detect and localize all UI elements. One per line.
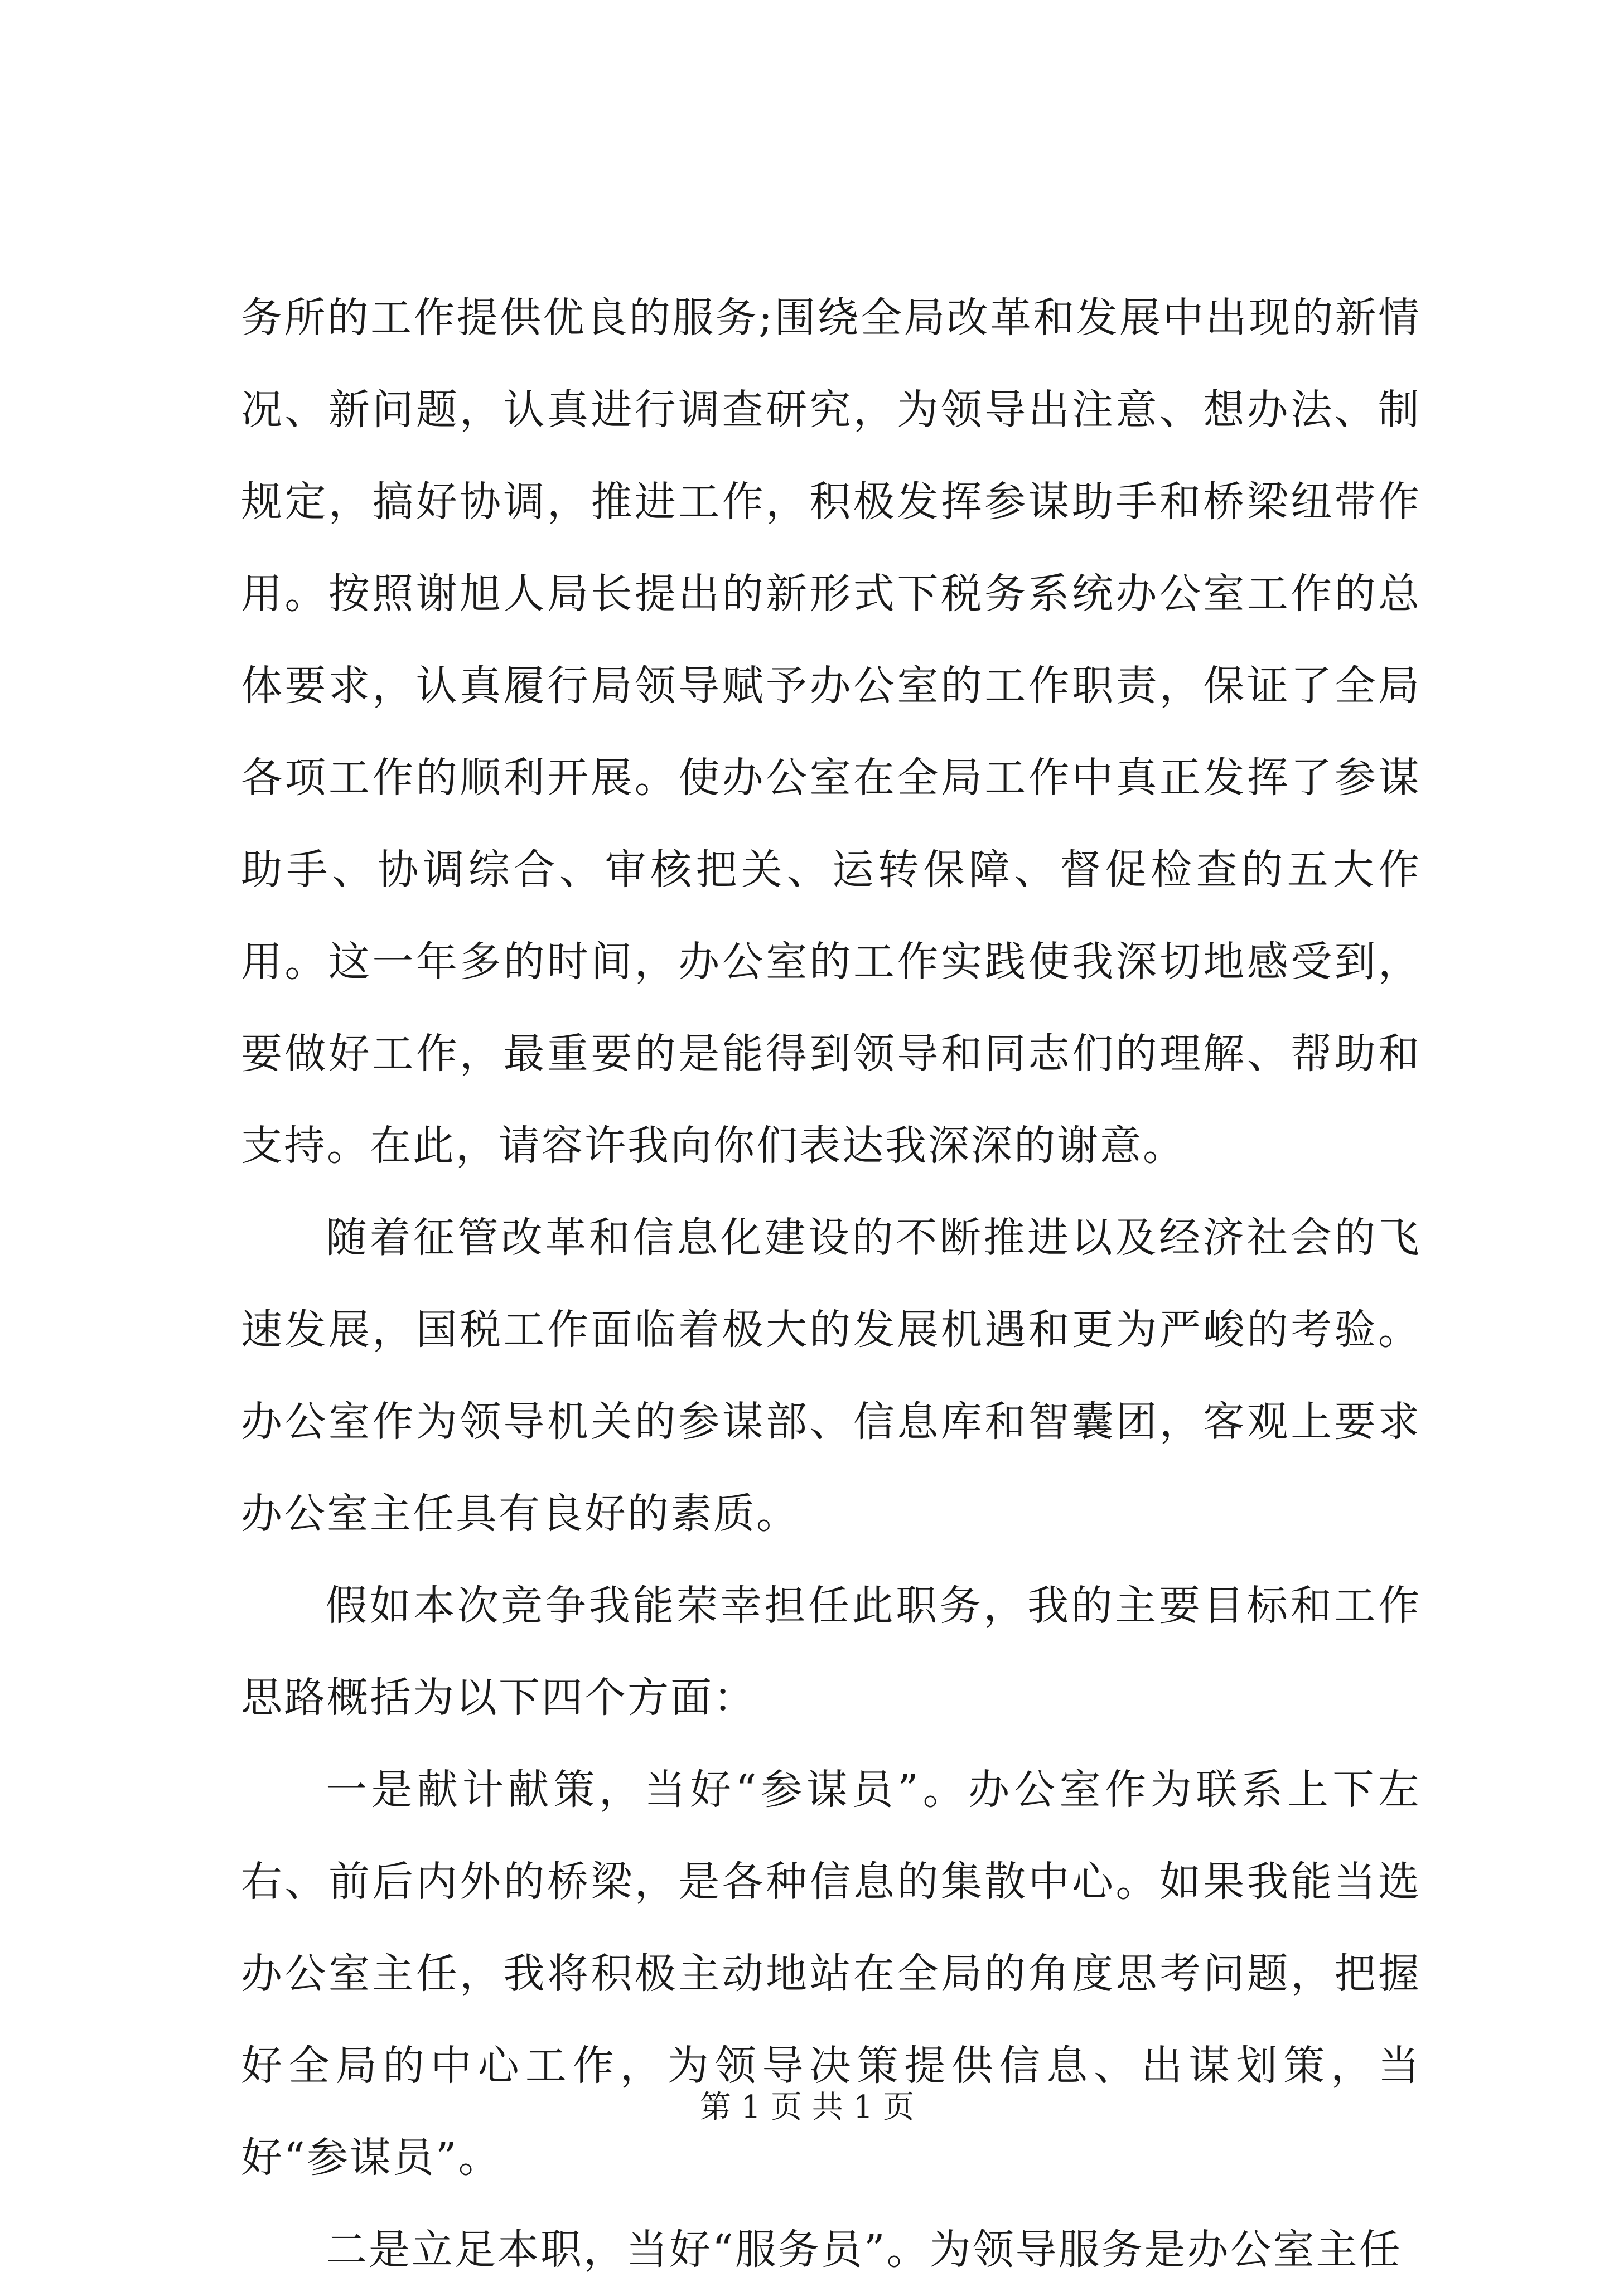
paragraph-point-one: 一是献计献策，当好“参谋员”。办公室作为联系上下左右、前后内外的桥梁，是各种信息的集散中心。如果我能当选办公室主任，我将积极主动地站在全局的角度思考问题，把握好全局的中心工作，为领导决策提供信息、出谋划策，当好“参谋员”。 — [241, 1766, 1421, 2182]
paragraph-development: 随着征管改革和信息化建设的不断推进以及经济社会的飞速发展，国税工作面临着极大的发展机遇和更为严峻的考验。办公室作为领导机关的参谋部、信息库和智囊团，客观上要求办公室主任具有良好的素质。 — [241, 1214, 1421, 1538]
paragraph-point-two: 二是立足本职，当好“服务员”。为领导服务是办公室主任 — [326, 2226, 1402, 2274]
document-body — [241, 272, 1421, 2296]
paragraph-continued: 务所的工作提供优良的服务;围绕全局改革和发展中出现的新情况、新问题，认真进行调查研究，为领导出注意、想办法、制规定，搞好协调，推进工作，积极发挥参谋助手和桥梁纽带作用。按照谢旭人局长提出的新形式下税务系统办公室工作的总体要求，认真履行局领导赋予办公室的工作职责，保证了全局各项工作的顺利开展。使办公室在全局工作中真正发挥了参谋助手、协调综合、审核把关、运转保障、督促检查的五大作用。这一年多的时间，办公室的工作实践使我深切地感受到，要做好工作，最重要的是能得到领导和同志们的理解、帮助和支持。在此，请容许我向你们表达我深深的谢意。 — [241, 294, 1421, 1170]
page-footer: 第 1 页 共 1 页 — [699, 2089, 915, 2125]
paragraph-goals-intro: 假如本次竞争我能荣幸担任此职务，我的主要目标和工作思路概括为以下四个方面： — [241, 1582, 1421, 1722]
